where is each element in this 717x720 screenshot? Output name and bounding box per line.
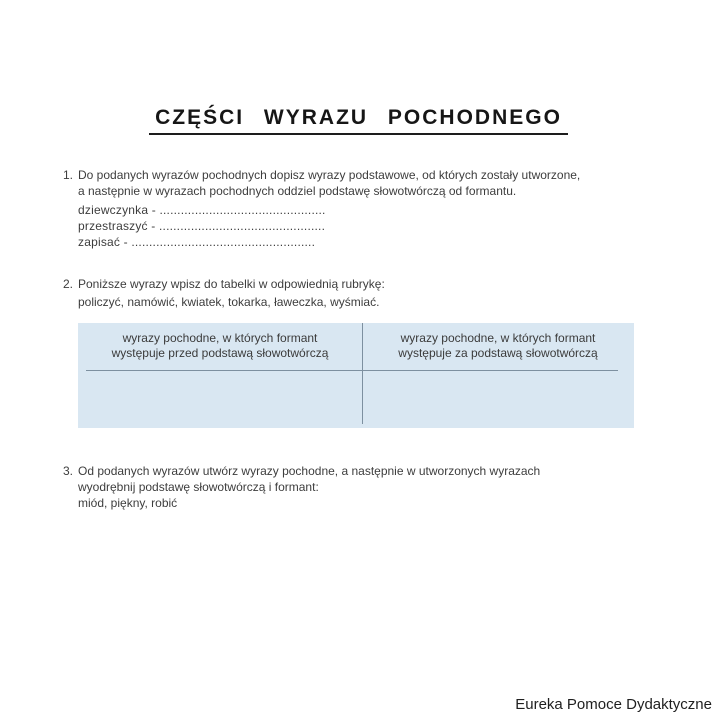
footer-watermark: Eureka Pomoce Dydaktyczne [515,696,712,713]
exercise-2 [63,276,385,310]
exercise-2-instruction-line: Poniższe wyrazy wpisz do tabelki w odpowiednią rubrykę: [78,277,385,291]
answer-table-body-row [78,371,634,428]
title-container [0,106,717,135]
exercise-1-number: 1. [63,168,74,182]
exercise-3-number: 3. [63,464,74,478]
answer-table [78,323,634,428]
exercise-1-instruction-line-1: Do podanych wyrazów pochodnych dopisz wyrazy podstawowe, od których zostały utworzone, [78,168,581,182]
table-column-divider [362,323,363,424]
exercise-3-body [78,463,540,511]
table-header-right-line-1: wyrazy pochodne, w których formant [400,331,596,345]
exercise-2-body [78,276,385,310]
table-header-left-line-1: wyrazy pochodne, w których formant [122,331,318,345]
table-header-right-line-2: występuje za podstawą słowotwórczą [398,346,598,360]
exercise-1-fill-block [78,202,580,250]
exercise-3 [63,463,540,511]
table-header-left [78,331,362,361]
table-cell-left [78,371,362,428]
fill-line-zapisac: zapisać - .................................................... [78,235,316,249]
exercise-2-number: 2. [63,277,74,291]
exercise-3-instruction-line-1: Od podanych wyrazów utwórz wyrazy pochodne, a następnie w utworzonych wyrazach [78,464,541,478]
table-cell-right [362,371,634,428]
exercise-1-body [78,167,580,250]
exercise-3-word-list: miód, piękny, robić [78,496,178,510]
answer-table-header-row [78,323,634,361]
exercise-2-word-list: policzyć, namówić, kwiatek, tokarka, ławeczka, wyśmiać. [78,295,380,309]
fill-line-dziewczynka: dziewczynka - ............................................... [78,203,326,217]
exercise-1-instruction-line-2: a następnie w wyrazach pochodnych oddziel podstawę słowotwórczą od formantu. [78,184,517,198]
page-title: CZĘŚCI WYRAZU POCHODNEGO [149,106,568,135]
fill-line-przestraszyc: przestraszyć - ............................................... [78,219,326,233]
table-header-right [362,331,634,361]
exercise-1 [63,167,580,250]
table-header-left-line-2: występuje przed podstawą słowotwórczą [111,346,329,360]
exercise-3-instruction-line-2: wyodrębnij podstawę słowotwórczą i formant: [78,480,319,494]
